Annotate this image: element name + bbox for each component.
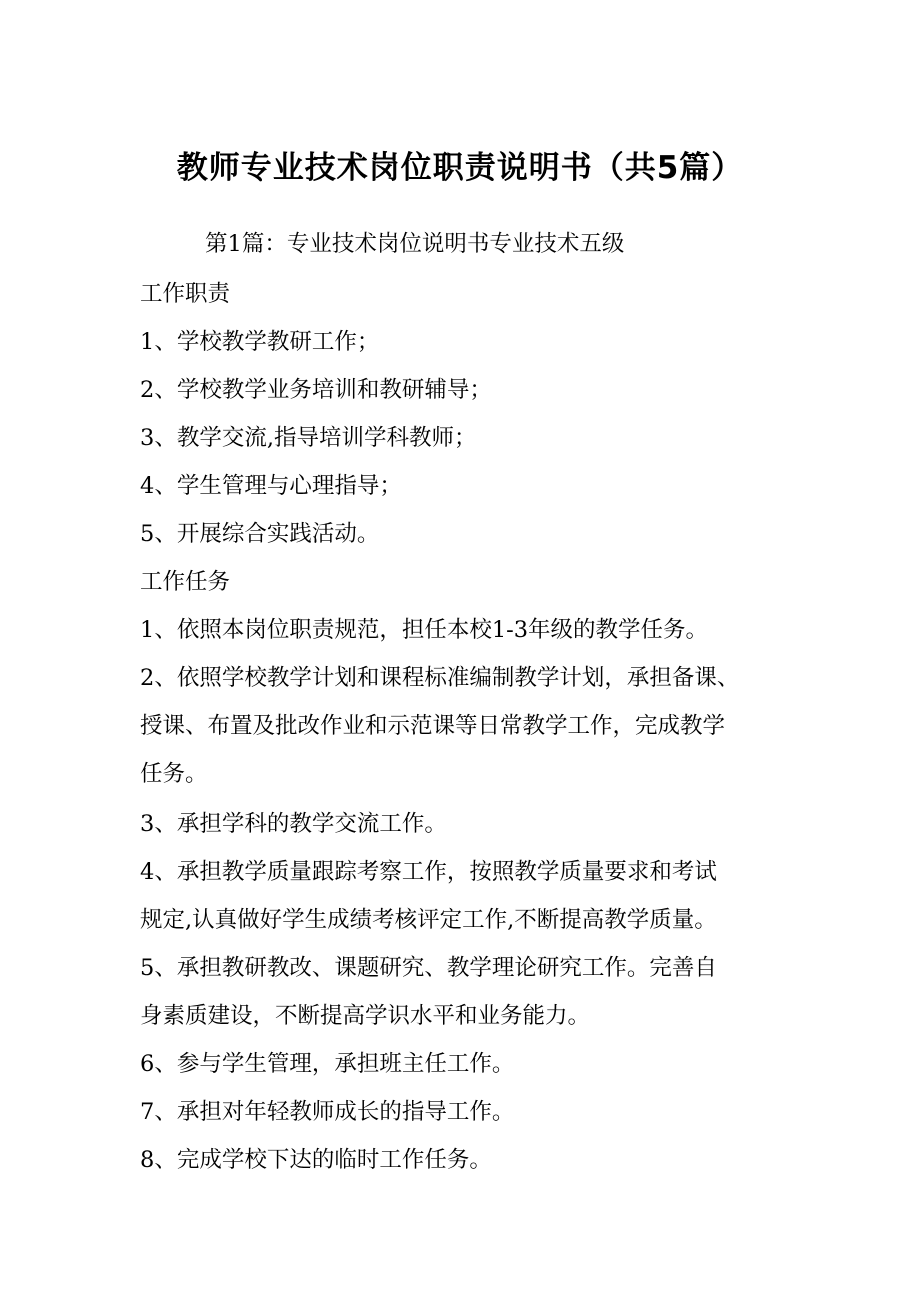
task-line: 8、完成学校下达的临时工作任务。 (140, 1147, 492, 1173)
task-line: 2、依照学校教学计划和课程标准编制教学计划，承担备课、 (140, 665, 740, 691)
task-line: 任务。 (140, 761, 208, 787)
duty-item: 1、学校教学教研工作； (140, 329, 380, 355)
duty-item: 5、开展综合实践活动。 (140, 521, 380, 547)
task-line: 身素质建设，不断提高学识水平和业务能力。 (140, 1003, 591, 1029)
duty-item: 4、学生管理与心理指导； (140, 473, 402, 499)
task-line: 4、承担教学质量跟踪考察工作，按照教学质量要求和考试 (140, 859, 717, 885)
task-line: 6、参与学生管理，承担班主任工作。 (140, 1051, 515, 1077)
section-heading-tasks: 工作任务 (140, 569, 231, 595)
duty-item: 3、教学交流,指导培训学科教师； (140, 425, 477, 451)
task-line: 7、承担对年轻教师成长的指导工作。 (140, 1099, 515, 1125)
task-line: 5、承担教研教改、课题研究、教学理论研究工作。完善自 (140, 955, 717, 981)
document-title: 教师专业技术岗位职责说明书（共5篇） (176, 150, 744, 186)
task-line: 1、依照本岗位职责规范，担任本校1-3年级的教学任务。 (140, 617, 709, 643)
task-line: 授课、布置及批改作业和示范课等日常教学工作，完成教学 (140, 713, 726, 739)
task-line: 规定,认真做好学生成绩考核评定工作,不断提高教学质量。 (140, 907, 717, 933)
document-subtitle: 第1篇：专业技术岗位说明书专业技术五级 (205, 231, 625, 257)
task-line: 3、承担学科的教学交流工作。 (140, 811, 447, 837)
section-heading-duties: 工作职责 (140, 281, 231, 307)
duty-item: 2、学校教学业务培训和教研辅导； (140, 377, 492, 403)
